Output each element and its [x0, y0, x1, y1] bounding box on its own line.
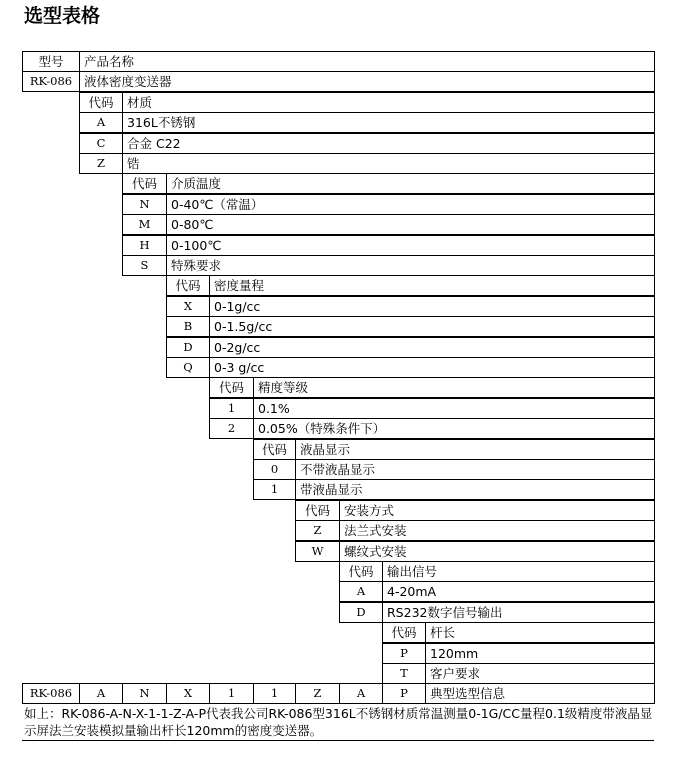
example-code: 1 [253, 683, 296, 704]
option-desc: RS232数字信号输出 [382, 602, 655, 623]
option-code: 0 [253, 459, 296, 480]
option-desc: 特殊要求 [166, 255, 655, 276]
name-header: 产品名称 [79, 51, 655, 72]
example-code: A [79, 683, 123, 704]
option-code: Z [79, 153, 123, 174]
section-title: 密度量程 [209, 275, 655, 296]
example-code: RK-086 [22, 683, 80, 704]
code-header: 代码 [382, 622, 426, 643]
option-code: P [382, 643, 426, 664]
example-code: A [339, 683, 383, 704]
example-code: Z [295, 683, 340, 704]
option-code: Q [166, 357, 210, 378]
code-header: 代码 [295, 500, 340, 521]
product-name: 液体密度变送器 [79, 71, 655, 92]
option-desc: 0.1% [253, 398, 655, 419]
example-code: P [382, 683, 426, 704]
option-desc: 法兰式安装 [339, 520, 655, 541]
option-desc: 0.05%（特殊条件下） [253, 418, 655, 439]
option-desc: 带液晶显示 [295, 479, 655, 500]
option-desc: 合金 C22 [122, 133, 655, 154]
option-desc: 0-3 g/cc [209, 357, 655, 378]
section-title: 介质温度 [166, 173, 655, 194]
example-code: X [166, 683, 210, 704]
option-code: A [79, 112, 123, 133]
section-title: 杆长 [425, 622, 655, 643]
product-model: RK-086 [22, 71, 80, 92]
option-code: 1 [253, 479, 296, 500]
section-title: 安装方式 [339, 500, 655, 521]
option-desc: 316L不锈钢 [122, 112, 655, 133]
option-code: H [122, 235, 167, 256]
code-header: 代码 [122, 173, 167, 194]
option-desc: 锆 [122, 153, 655, 174]
example-note: 如上：RK-086-A-N-X-1-1-Z-A-P代表我公司RK-086型316L不锈钢材质常温测量0-1G/CC量程0.1级精度带液晶显示屏法兰安装模拟量输出杆长120mm的密度变送器。 [24, 706, 653, 738]
section-title: 材质 [122, 92, 655, 113]
section-title: 输出信号 [382, 561, 655, 582]
option-desc: 不带液晶显示 [295, 459, 655, 480]
option-code: B [166, 316, 210, 337]
code-header: 代码 [339, 561, 383, 582]
option-desc: 0-1g/cc [209, 296, 655, 317]
option-code: M [122, 214, 167, 235]
option-code: C [79, 133, 123, 154]
option-code: D [166, 337, 210, 358]
example-code: 1 [209, 683, 254, 704]
option-desc: 120mm [425, 643, 655, 664]
option-code: N [122, 194, 167, 215]
code-header: 代码 [79, 92, 123, 113]
section-title: 液晶显示 [295, 439, 655, 460]
option-code: T [382, 663, 426, 684]
section-title: 精度等级 [253, 377, 655, 398]
option-code: W [295, 541, 340, 562]
example-label: 典型选型信息 [425, 683, 655, 704]
option-desc: 0-80℃ [166, 214, 655, 235]
option-code: 1 [209, 398, 254, 419]
example-code: N [122, 683, 167, 704]
option-code: Z [295, 520, 340, 541]
code-header: 代码 [253, 439, 296, 460]
option-desc: 0-1.5g/cc [209, 316, 655, 337]
option-code: D [339, 602, 383, 623]
option-code: 2 [209, 418, 254, 439]
option-code: X [166, 296, 210, 317]
option-desc: 0-40℃（常温） [166, 194, 655, 215]
option-desc: 客户要求 [425, 663, 655, 684]
code-header: 代码 [209, 377, 254, 398]
option-code: S [122, 255, 167, 276]
page-title: 选型表格 [24, 5, 101, 27]
option-desc: 0-2g/cc [209, 337, 655, 358]
option-desc: 4-20mA [382, 581, 655, 602]
option-desc: 螺纹式安装 [339, 541, 655, 562]
bottom-rule [22, 740, 654, 741]
model-header: 型号 [22, 51, 80, 72]
option-code: A [339, 581, 383, 602]
code-header: 代码 [166, 275, 210, 296]
option-desc: 0-100℃ [166, 235, 655, 256]
